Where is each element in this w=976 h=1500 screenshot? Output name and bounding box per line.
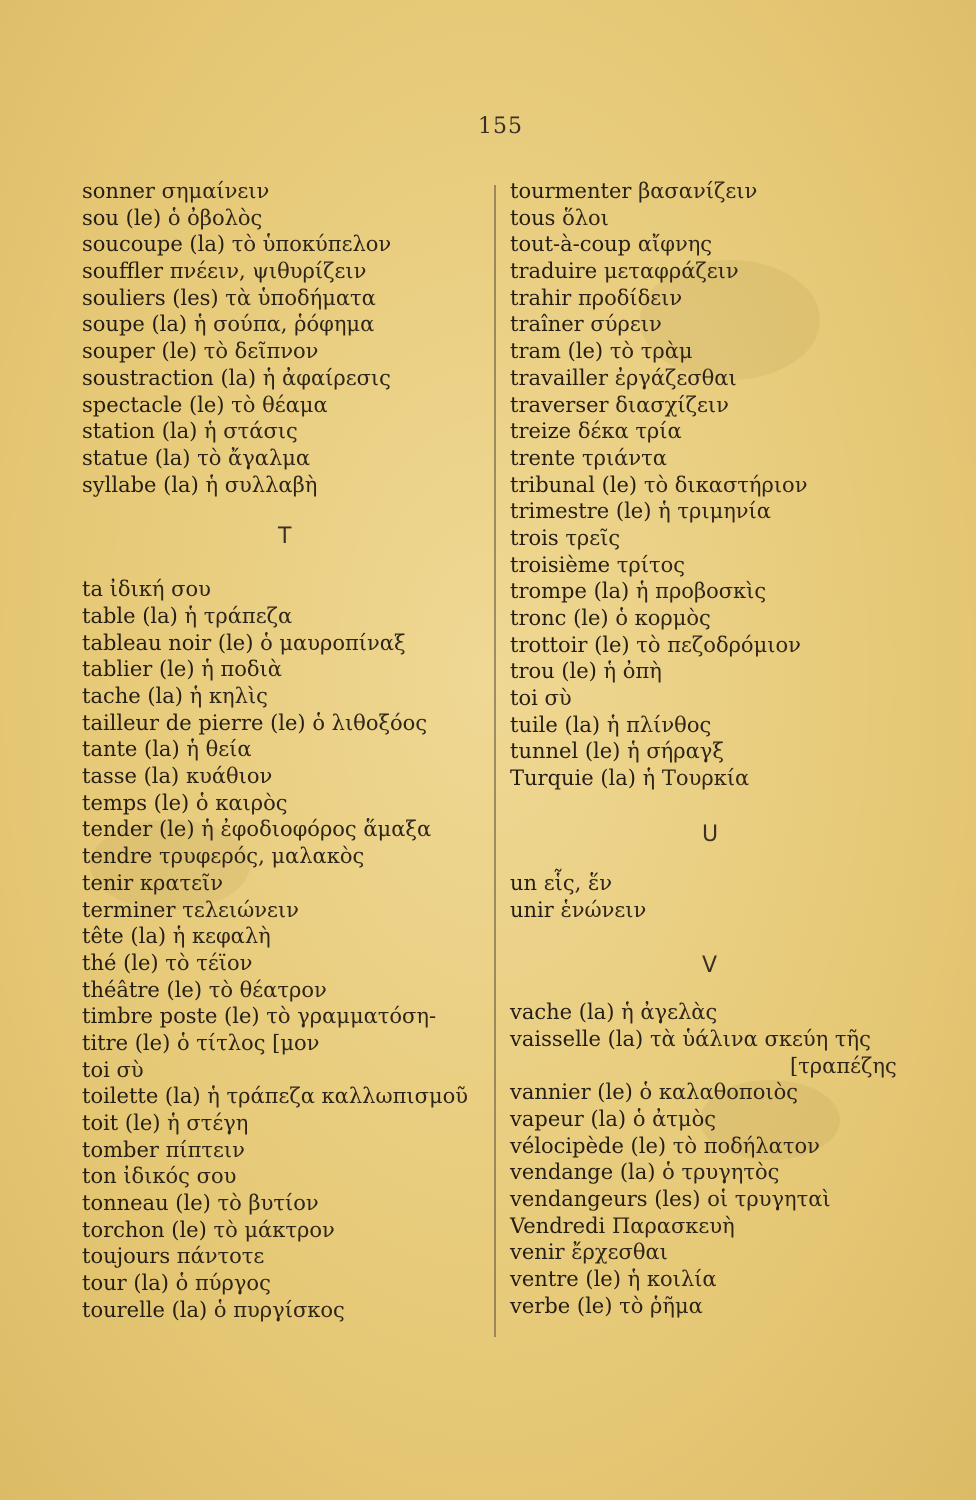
entry-greek-translation: διασχίζειν [615, 392, 729, 417]
entry-greek-translation: ὁ ὀβολὸς [167, 205, 263, 230]
entry-french-term: tribunal (le) [510, 472, 638, 497]
dictionary-entry [82, 365, 492, 392]
entry-french-term: vélocipède (le) [510, 1133, 667, 1158]
entry-french-term: Turquie (la) [510, 766, 636, 791]
entry-french-term: Vendredi [510, 1213, 606, 1238]
entry-greek-translation: ἡ ὀπὴ [603, 659, 662, 684]
entry-french-term: trompe (la) [510, 579, 630, 604]
entry-french-term: traîner [510, 312, 584, 337]
entry-greek-translation: ἡ ποδιὰ [201, 657, 282, 682]
dictionary-entry [82, 1057, 492, 1084]
entry-greek-translation: ἡ στάσις [204, 419, 298, 444]
dictionary-entry [510, 1159, 910, 1186]
entries-v [510, 999, 910, 1319]
entry-french-term: tram (le) [510, 339, 604, 364]
dictionary-entry [82, 630, 492, 657]
entry-greek-translation: κρατεῖν [139, 870, 223, 895]
dictionary-entry [82, 1110, 492, 1137]
entry-french-term: trottoir (le) [510, 632, 630, 657]
entry-greek-translation: ὁ πύργος [175, 1271, 271, 1296]
dictionary-entry [82, 231, 492, 258]
dictionary-entry [510, 1026, 910, 1053]
entry-greek-translation: μεταφράζειν [603, 259, 739, 284]
entry-greek-translation: ἡ σήραγξ [627, 739, 724, 764]
entry-greek-translation: ὁ καιρὸς [195, 790, 288, 815]
entry-french-term: tasse (la) [82, 764, 180, 789]
entry-greek-translation: ἡ συλλαβὴ [205, 472, 318, 497]
entry-greek-translation: τὸ ποδήλατον [672, 1133, 820, 1158]
entry-french-term: troisième [510, 552, 611, 577]
dictionary-entry [82, 1003, 492, 1030]
dictionary-entry [510, 392, 910, 419]
entry-french-term: souliers (les) [82, 285, 219, 310]
entry-greek-translation: ἡ τριμηνία [658, 499, 771, 524]
entry-greek-translation: σὺ [116, 1057, 144, 1082]
dictionary-entry [510, 1213, 910, 1240]
entry-greek-translation: εἷς, ἕν [543, 870, 613, 895]
entry-greek-translation: ἡ ἀφαίρεσις [262, 365, 391, 390]
entry-greek-translation: ἡ θεία [186, 737, 252, 762]
dictionary-entry [82, 1190, 492, 1217]
entry-greek-translation: τὸ τέϊον [165, 950, 253, 975]
entry-french-term: unir [510, 897, 554, 922]
dictionary-entry [82, 205, 492, 232]
entry-greek-translation: ὁ κορμὸς [615, 606, 711, 630]
entry-french-term: vache (la) [510, 1000, 615, 1025]
section-letter-v: V [702, 953, 718, 979]
entry-greek-translation: προδίδειν [577, 285, 683, 310]
dictionary-entry [82, 472, 492, 499]
dictionary-entry [82, 977, 492, 1004]
left-column [82, 178, 492, 1324]
entry-french-term: tailleur de pierre (le) [82, 710, 306, 735]
entry-french-term: vaisselle (la) [510, 1026, 644, 1051]
dictionary-entry [82, 843, 492, 870]
page-number: 155 [478, 114, 523, 139]
dictionary-entry [82, 603, 492, 630]
entry-french-term: tour (la) [82, 1271, 169, 1296]
entry-french-term: soustraction (la) [82, 365, 257, 390]
dictionary-entry [510, 552, 910, 579]
entry-greek-translation: ὁ ἀτμὸς [632, 1106, 716, 1131]
entry-greek-translation: ἡ πλίνθος [606, 712, 712, 737]
entry-greek-translation: ὅλοι [562, 205, 609, 230]
entry-greek-translation: ἡ τράπεζα [184, 603, 293, 628]
entry-greek-translation: πάντοτε [176, 1244, 265, 1269]
entry-greek-translation: τὸ θέαμα [231, 392, 328, 417]
dictionary-entry [510, 1239, 910, 1266]
entry-french-term: tourmenter [510, 179, 632, 203]
entry-french-term: tuile (la) [510, 712, 601, 737]
entry-greek-translation: τὸ μάκτρον [213, 1217, 335, 1242]
dictionary-entry [510, 870, 910, 897]
entry-greek-translation: ἡ τράπεζα καλλωπισμοῦ [207, 1084, 469, 1109]
entry-greek-translation: πίπτειν [165, 1137, 245, 1162]
entry-greek-translation: σύρειν [590, 312, 662, 337]
dictionary-entry [82, 445, 492, 472]
entry-french-term: trente [510, 445, 576, 470]
entry-greek-translation: ἡ σούπα, ῥόφημα [193, 312, 375, 337]
dictionary-entry [82, 763, 492, 790]
entry-greek-translation: ἡ κηλὶς [189, 684, 268, 708]
dictionary-entry [510, 1053, 910, 1080]
entry-french-term: tout-à-coup [510, 232, 632, 257]
dictionary-entry [510, 178, 910, 205]
entry-french-term: toi [510, 686, 538, 711]
entry-greek-translation: ἡ προβοσκὶς [635, 579, 767, 604]
entry-greek-translation: [τραπέζης [790, 1053, 897, 1078]
entry-greek-translation: σὺ [544, 686, 572, 711]
dictionary-entry [510, 1293, 910, 1320]
dictionary-entry [82, 1163, 492, 1190]
dictionary-entry [510, 1266, 910, 1293]
dictionary-entry [510, 658, 910, 685]
entry-french-term: un [510, 870, 538, 895]
dictionary-entry [510, 738, 910, 765]
dictionary-entry [510, 765, 910, 792]
entry-french-term: tender (le) [82, 817, 195, 842]
entry-greek-translation: τὸ τρὰμ [609, 339, 693, 364]
dictionary-entry [82, 1217, 492, 1244]
entry-greek-translation: τὸ ὑποκύπελον [231, 232, 392, 257]
dictionary-entry [510, 205, 910, 232]
entry-french-term: table (la) [82, 603, 178, 628]
dictionary-entry [82, 1137, 492, 1164]
entry-greek-translation: ἡ κεφαλὴ [172, 924, 271, 949]
dictionary-entry [510, 258, 910, 285]
entry-greek-translation: ὁ καλαθοποιὸς [639, 1080, 798, 1105]
entry-french-term: toi [82, 1057, 110, 1082]
entry-french-term: station (la) [82, 419, 198, 444]
entry-french-term: tenir [82, 870, 134, 895]
dictionary-entry [82, 285, 492, 312]
entry-french-term: timbre poste (le) [82, 1004, 260, 1029]
entry-french-term: vendange (la) [510, 1160, 656, 1185]
dictionary-entry [82, 1297, 492, 1324]
entry-french-term: ton [82, 1164, 117, 1189]
entry-greek-translation: τὸ θέατρον [208, 977, 327, 1002]
entry-french-term: souffler [82, 259, 164, 284]
dictionary-entry [510, 578, 910, 605]
dictionary-entry [510, 525, 910, 552]
dictionary-entry [82, 1083, 492, 1110]
dictionary-entry [510, 498, 910, 525]
entry-french-term: tante (la) [82, 737, 180, 762]
dictionary-entry [82, 790, 492, 817]
dictionary-entry [510, 1133, 910, 1160]
entry-french-term: théâtre (le) [82, 977, 203, 1002]
entry-french-term: trou (le) [510, 659, 597, 684]
dictionary-entry [82, 258, 492, 285]
dictionary-entry [510, 472, 910, 499]
entry-greek-translation: τρίτος [616, 552, 686, 577]
dictionary-entry [510, 418, 910, 445]
entry-greek-translation: τὸ ῥῆμα [619, 1293, 703, 1318]
dictionary-entry [510, 897, 910, 924]
entry-greek-translation: ὁ λιθοξόος [312, 710, 428, 735]
section-letter-t: T [278, 524, 292, 550]
entry-french-term: vannier (le) [510, 1080, 633, 1105]
entry-greek-translation: τὰ ὑποδήματα [225, 285, 376, 310]
right-column [510, 178, 910, 1319]
entry-greek-translation: τὸ ἄγαλμα [197, 445, 311, 470]
dictionary-entry [82, 338, 492, 365]
entry-french-term: spectacle (le) [82, 392, 225, 417]
dictionary-entry [82, 311, 492, 338]
entry-greek-translation: τὸ βυτίον [217, 1191, 319, 1216]
dictionary-entry [82, 683, 492, 710]
entry-french-term: venir [510, 1240, 565, 1265]
dictionary-entry [510, 999, 910, 1026]
entry-greek-translation: ἡ ἀγελὰς [621, 1000, 718, 1025]
entry-french-term: tablier (le) [82, 657, 195, 682]
entry-french-term: syllabe (la) [82, 472, 199, 497]
entry-french-term: treize [510, 419, 572, 444]
dictionary-entry [510, 365, 910, 392]
entry-greek-translation: τὸ δεῖπνον [203, 339, 319, 364]
entry-french-term: tonneau (le) [82, 1191, 211, 1216]
entry-french-term: tête (la) [82, 924, 167, 949]
entry-french-term: verbe (le) [510, 1293, 613, 1318]
entry-french-term: tous [510, 205, 556, 230]
entry-french-term: soupe (la) [82, 312, 188, 337]
dictionary-entry [82, 1030, 492, 1057]
entry-greek-translation: τὸ γραμματόση- [266, 1004, 437, 1029]
entry-french-term: ventre (le) [510, 1267, 621, 1292]
entry-french-term: toujours [82, 1244, 171, 1269]
dictionary-entry [510, 311, 910, 338]
entry-greek-translation: αἴφνης [637, 232, 713, 257]
entry-french-term: trahir [510, 285, 572, 310]
dictionary-entry [82, 656, 492, 683]
entries-t-right [510, 178, 910, 792]
entry-french-term: torchon (le) [82, 1217, 207, 1242]
entry-french-term: trois [510, 525, 559, 550]
entry-french-term: traduire [510, 259, 598, 284]
entries-u [510, 870, 910, 923]
entry-french-term: ta [82, 577, 103, 602]
entry-french-term: terminer [82, 897, 176, 922]
entry-greek-translation: οἱ τρυγηταὶ [707, 1187, 831, 1211]
entry-greek-translation: τελειώνειν [182, 897, 299, 922]
entry-french-term: thé (le) [82, 950, 159, 975]
dictionary-entry [510, 1079, 910, 1106]
entry-french-term: tache (la) [82, 684, 183, 708]
entry-french-term: tunnel (le) [510, 739, 621, 764]
entry-greek-translation: τὰ ὑάλινα σκεύη τῆς [649, 1026, 871, 1051]
entry-greek-translation: τὸ πεζοδρόμιον [636, 632, 801, 657]
entry-french-term: sonner [82, 179, 155, 203]
dictionary-entry [510, 632, 910, 659]
dictionary-entry [82, 178, 492, 205]
entry-greek-translation: τρεῖς [565, 525, 621, 550]
entry-greek-translation: ὁ τίτλος [μον [176, 1030, 320, 1055]
entry-greek-translation: ἡ Τουρκία [642, 766, 750, 791]
entry-french-term: vapeur (la) [510, 1106, 627, 1131]
entry-greek-translation: ἰδικός σου [123, 1164, 237, 1189]
dictionary-entry [82, 392, 492, 419]
entries-s [82, 178, 492, 498]
entry-greek-translation: σημαίνειν [161, 179, 270, 203]
entries-t-left [82, 576, 492, 1323]
entry-greek-translation: βασανίζειν [638, 179, 758, 203]
entry-greek-translation: ὁ τρυγητὸς [662, 1160, 780, 1185]
entry-greek-translation: δέκα τρία [577, 419, 682, 444]
entry-french-term: tronc (le) [510, 606, 609, 630]
entry-greek-translation: ἐργάζεσθαι [614, 365, 737, 390]
entry-greek-translation: τὸ δικαστήριον [643, 472, 808, 497]
dictionary-entry [510, 445, 910, 472]
entry-greek-translation: τρυφερός, μαλακὸς [159, 844, 365, 869]
dictionary-entry [510, 285, 910, 312]
dictionary-entry [82, 710, 492, 737]
entry-french-term: tomber [82, 1137, 159, 1162]
dictionary-entry [82, 870, 492, 897]
entry-greek-translation: ἡ στέγη [167, 1111, 249, 1135]
entry-greek-translation: πνέειν, ψιθυρίζειν [169, 259, 367, 284]
entry-greek-translation: ἡ ἐφοδιοφόρος ἅμαξα [201, 817, 432, 842]
dictionary-entry [82, 418, 492, 445]
dictionary-entry [82, 1243, 492, 1270]
entry-french-term: souper (le) [82, 339, 198, 364]
dictionary-entry [510, 231, 910, 258]
column-divider [494, 185, 496, 1337]
dictionary-entry [510, 712, 910, 739]
entry-greek-translation: ἰδική σου [109, 577, 211, 602]
entry-greek-translation: ἑνώνειν [560, 897, 647, 922]
entry-french-term: trimestre (le) [510, 499, 652, 524]
section-letter-u: U [702, 821, 719, 847]
dictionary-entry [82, 576, 492, 603]
entry-french-term: travailler [510, 365, 608, 390]
dictionary-entry [510, 685, 910, 712]
dictionary-entry [82, 736, 492, 763]
entry-french-term: temps (le) [82, 790, 190, 815]
dictionary-entry [82, 816, 492, 843]
entry-french-term: toit (le) [82, 1111, 161, 1135]
entry-french-term: traverser [510, 392, 609, 417]
dictionary-entry [82, 897, 492, 924]
entry-greek-translation: ὁ μαυροπίναξ [260, 630, 406, 655]
entry-french-term: vendangeurs (les) [510, 1187, 701, 1211]
entry-french-term: tendre [82, 844, 153, 869]
dictionary-entry [82, 923, 492, 950]
entry-greek-translation: κυάθιον [185, 764, 273, 789]
entry-french-term: tourelle (la) [82, 1297, 208, 1322]
dictionary-entry [510, 338, 910, 365]
entry-french-term: statue (la) [82, 445, 191, 470]
entry-greek-translation: Παρασκευὴ [611, 1213, 735, 1238]
entry-french-term: tableau noir (le) [82, 630, 254, 655]
dictionary-entry [82, 950, 492, 977]
dictionary-entry [510, 605, 910, 632]
dictionary-entry [510, 1186, 910, 1213]
entry-french-term: soucoupe (la) [82, 232, 226, 257]
entry-greek-translation: ἔρχεσθαι [571, 1240, 668, 1265]
dictionary-entry [82, 1270, 492, 1297]
entry-french-term: toilette (la) [82, 1084, 201, 1109]
entry-greek-translation: τριάντα [581, 445, 667, 470]
entry-french-term: titre (le) [82, 1030, 171, 1055]
entry-french-term: sou (le) [82, 205, 162, 230]
entry-greek-translation: ὁ πυργίσκος [213, 1297, 345, 1322]
entry-greek-translation: ἡ κοιλία [627, 1267, 717, 1292]
dictionary-entry [510, 1106, 910, 1133]
